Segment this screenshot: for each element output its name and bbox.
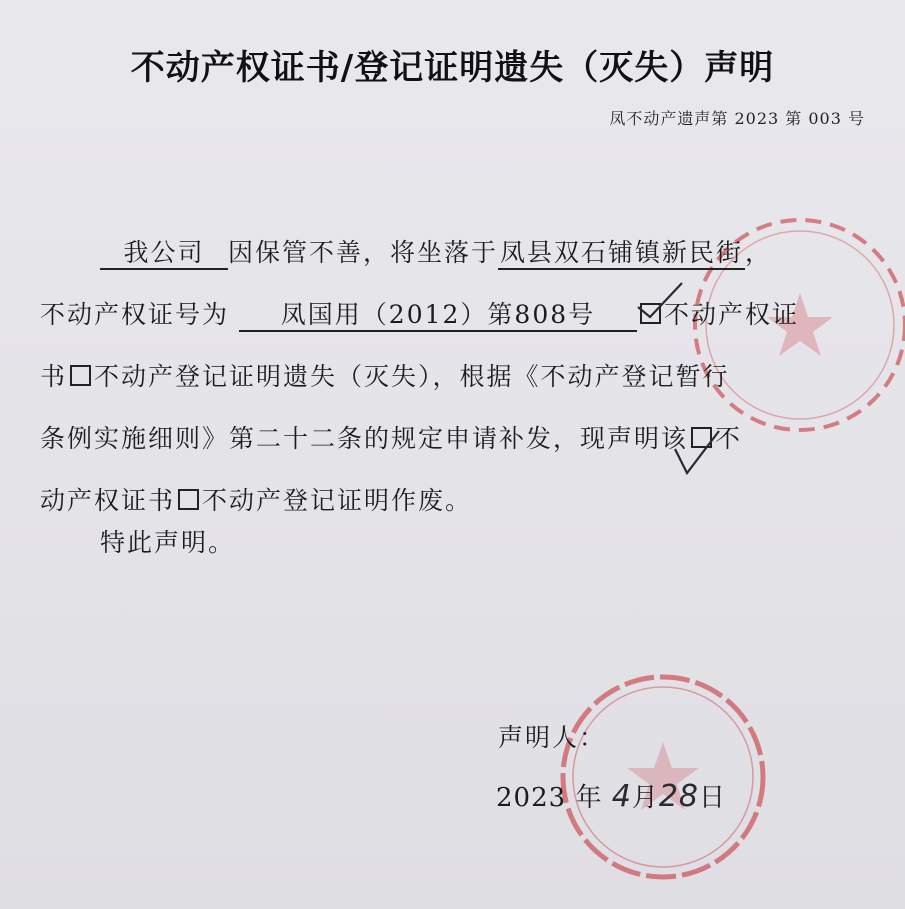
body-text-seg-4: 条例实施细则》第二十二条的规定申请补发，现声明该 [40, 424, 689, 453]
option-certificate-2-label: 不 [715, 424, 743, 453]
date-year-char: 年 [575, 783, 603, 813]
option-certificate-label: 不动产权证 [663, 300, 799, 329]
body-text-seg-5: 动产权证书 [40, 486, 176, 515]
declaration-body [40, 222, 870, 532]
body-line-2 [40, 284, 870, 346]
checkbox-registration [70, 365, 91, 386]
closing-statement: 特此声明。 [100, 528, 236, 557]
body-text-seg-3: 书 [40, 362, 68, 391]
body-line-4 [40, 408, 870, 470]
checkbox-registration-2 [178, 489, 199, 510]
address-field: 凤县双石铺镇新民街 [498, 238, 745, 270]
checkbox-cert-checked [640, 303, 661, 324]
date-day: 28 [658, 779, 700, 814]
company-field: 我公司 [100, 238, 228, 270]
date-year: 2023 [496, 783, 567, 813]
signature-date [496, 777, 726, 814]
certificate-number-field: 凤国用（2012）第808号 [239, 300, 637, 332]
option-registration-label: 不动产登记证明遗失（灭失），根据《不动产登记暂行 [94, 362, 730, 391]
date-month-char: 月 [631, 783, 659, 813]
document-number: 凤不动产遗声第 2023 第 003 号 [609, 109, 865, 128]
body-comma: ， [745, 238, 773, 267]
declarant-label: 声明人： [498, 723, 607, 752]
checkbox-cert-2-checked [691, 427, 712, 448]
body-text-seg-2: 不动产权证号为 [40, 300, 230, 329]
date-month: 4 [611, 779, 632, 814]
option-registration-2-label: 不动产登记证明作废。 [202, 486, 473, 515]
body-text-seg-1: 因保管不善，将坐落于 [228, 238, 499, 267]
date-day-char: 日 [699, 783, 727, 813]
body-line-1 [40, 222, 870, 284]
body-line-3 [40, 346, 870, 408]
document-title: 不动产权证书/登记证明遗失（灭失）声明 [130, 48, 775, 88]
